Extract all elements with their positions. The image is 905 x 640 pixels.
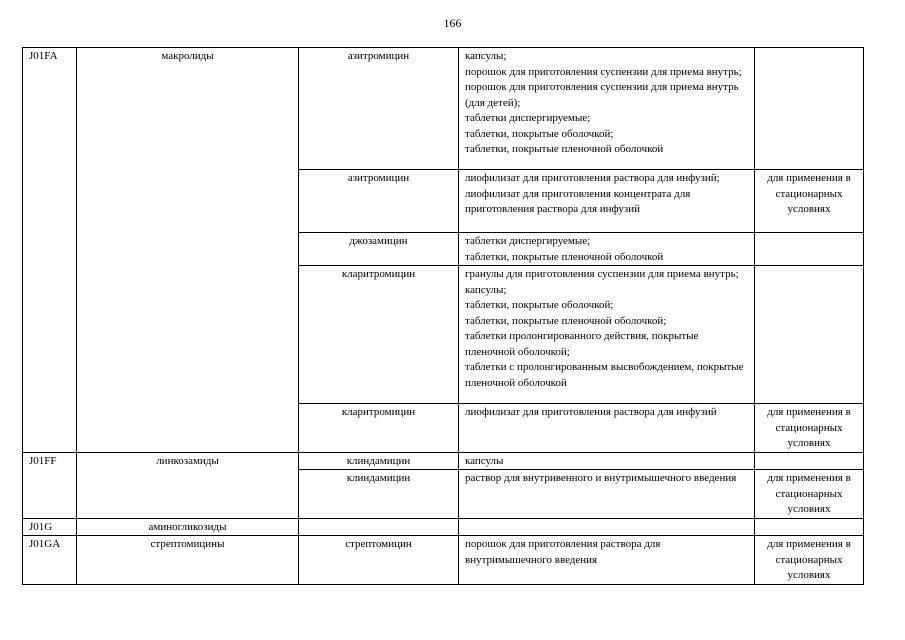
drug-name-cell: стрептомицин	[299, 536, 459, 585]
dosage-form-item: порошок для приготовления суспензии для приема внутрь;	[465, 65, 742, 78]
dosage-forms-cell	[459, 170, 755, 233]
drug-name-cell: азитромицин	[299, 170, 459, 233]
dosage-form-item: таблетки, покрытые оболочкой;	[465, 299, 614, 311]
group-name-cell: стрептомицины	[77, 536, 299, 585]
table-row	[23, 536, 864, 585]
note-cell	[755, 518, 864, 536]
drug-name-cell: кларитромицин	[299, 404, 459, 453]
table-row	[23, 452, 864, 470]
dosage-form-item: лиофилизат для приготовления раствора для инфузий	[465, 406, 717, 418]
note-cell: для применения в стационарных условиях	[755, 470, 864, 519]
dosage-forms-cell	[459, 266, 755, 404]
dosage-forms-cell	[459, 536, 755, 585]
atc-code-cell: J01G	[23, 518, 77, 536]
dosage-form-item: раствор для внутривенного и внутримышечного введения	[465, 472, 737, 484]
dosage-forms-cell	[459, 233, 755, 266]
note-cell	[755, 452, 864, 470]
drug-name-cell: азитромицин	[299, 48, 459, 170]
dosage-form-item: лиофилизат для приготовления концентрата для приготовления раствора для инфузий	[465, 187, 691, 215]
dosage-form-item: таблетки, покрытые оболочкой;	[465, 127, 614, 140]
dosage-form-item: таблетки диспергируемые;	[465, 112, 591, 124]
dosage-forms-cell	[459, 470, 755, 519]
dosage-form-item: таблетки, покрытые пленочной оболочкой	[465, 143, 664, 155]
table-row	[23, 518, 864, 536]
dosage-form-item: таблетки, покрытые пленочной оболочкой;	[465, 314, 667, 327]
note-cell	[755, 48, 864, 170]
dosage-forms-cell	[459, 452, 755, 470]
dosage-form-item: капсулы	[465, 454, 504, 467]
atc-code-cell: J01FA	[23, 48, 77, 453]
drug-name-cell: кларитромицин	[299, 266, 459, 404]
dosage-forms-cell	[459, 48, 755, 170]
drug-table	[22, 47, 864, 585]
note-cell: для применения в стационарных условиях	[755, 536, 864, 585]
dosage-form-item: капсулы;	[465, 50, 507, 62]
group-name-cell: макролиды	[77, 48, 299, 453]
dosage-form-item: капсулы;	[465, 283, 507, 296]
note-cell	[755, 233, 864, 266]
atc-code-cell: J01GA	[23, 536, 77, 585]
group-name-cell: аминогликозиды	[77, 518, 299, 536]
dosage-form-item: таблетки, покрытые пленочной оболочкой	[465, 250, 664, 263]
dosage-form-item: таблетки диспергируемые;	[465, 235, 591, 247]
drug-name-cell: джозамицин	[299, 233, 459, 266]
page-number: 166	[443, 16, 462, 30]
dosage-form-item: порошок для приготовления раствора для внутримышечного введения	[465, 538, 661, 566]
table-row	[23, 48, 864, 170]
atc-code-cell: J01FF	[23, 452, 77, 518]
dosage-form-item: лиофилизат для приготовления раствора для инфузий;	[465, 172, 720, 184]
dosage-form-item: порошок для приготовления суспензии для приема внутрь (для детей);	[465, 81, 739, 109]
note-cell	[755, 266, 864, 404]
dosage-form-item: таблетки пролонгированного действия, покрытые пленочной оболочкой;	[465, 330, 699, 358]
dosage-form-item: гранулы для приготовления суспензии для приема внутрь;	[465, 268, 739, 280]
dosage-forms-cell	[459, 518, 755, 536]
drug-name-cell: клиндамицин	[299, 452, 459, 470]
drug-table-body	[23, 48, 864, 585]
note-cell: для применения в стационарных условиях	[755, 404, 864, 453]
drug-name-cell: клиндамицин	[299, 470, 459, 519]
drug-name-cell	[299, 518, 459, 536]
dosage-form-item: таблетки с пролонгированным высвобождением, покрытые пленочной оболочкой	[465, 361, 744, 389]
dosage-forms-cell	[459, 404, 755, 453]
group-name-cell: линкозамиды	[77, 452, 299, 518]
note-cell: для применения в стационарных условиях	[755, 170, 864, 233]
